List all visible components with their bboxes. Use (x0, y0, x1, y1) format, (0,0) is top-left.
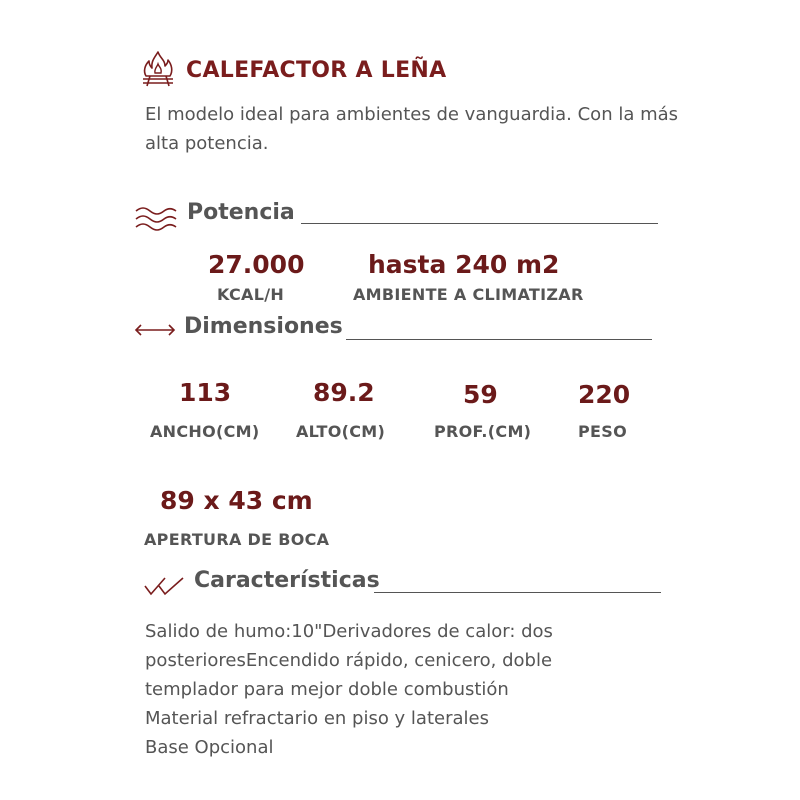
heat-waves-icon (134, 206, 178, 232)
dim-value-alto: 89.2 (313, 378, 375, 407)
potencia-value-kcal: 27.000 (208, 250, 305, 279)
dim-value-ancho: 113 (179, 378, 232, 407)
dim-label-prof: PROF.(CM) (434, 422, 532, 441)
potencia-divider (301, 223, 658, 224)
dim-label-peso: PESO (578, 422, 627, 441)
dim-value-prof: 59 (463, 380, 498, 409)
fire-icon (138, 48, 178, 88)
double-check-icon (143, 575, 187, 597)
feature-line: Base Opcional (145, 737, 274, 758)
feature-line: Material refractario en piso y laterales (145, 708, 489, 729)
product-description: El modelo ideal para ambientes de vanguardia. Con la más alta potencia. (145, 104, 679, 154)
dimensiones-divider (346, 339, 652, 340)
potencia-heading: Potencia (187, 200, 295, 225)
double-arrow-icon (133, 322, 177, 338)
apertura-label: APERTURA DE BOCA (144, 530, 330, 549)
dim-label-ancho: ANCHO(CM) (150, 422, 260, 441)
caracteristicas-divider (374, 592, 661, 593)
feature-line: Salido de humo:10"Derivadores de calor: dos (145, 621, 553, 642)
feature-line: posterioresEncendido rápido, cenicero, doble (145, 650, 553, 671)
dim-value-peso: 220 (578, 380, 631, 409)
caracteristicas-list (145, 617, 685, 762)
feature-line: templador para mejor doble combustión (145, 679, 509, 700)
dimensiones-heading: Dimensiones (184, 314, 343, 339)
apertura-value: 89 x 43 cm (160, 486, 313, 515)
dim-label-alto: ALTO(CM) (296, 422, 386, 441)
potencia-value-area: hasta 240 m2 (368, 250, 560, 279)
potencia-label-area: AMBIENTE A CLIMATIZAR (353, 285, 584, 304)
product-title: CALEFACTOR A LEÑA (186, 58, 447, 83)
caracteristicas-heading: Características (194, 568, 380, 593)
potencia-label-kcal: KCAL/H (217, 285, 285, 304)
